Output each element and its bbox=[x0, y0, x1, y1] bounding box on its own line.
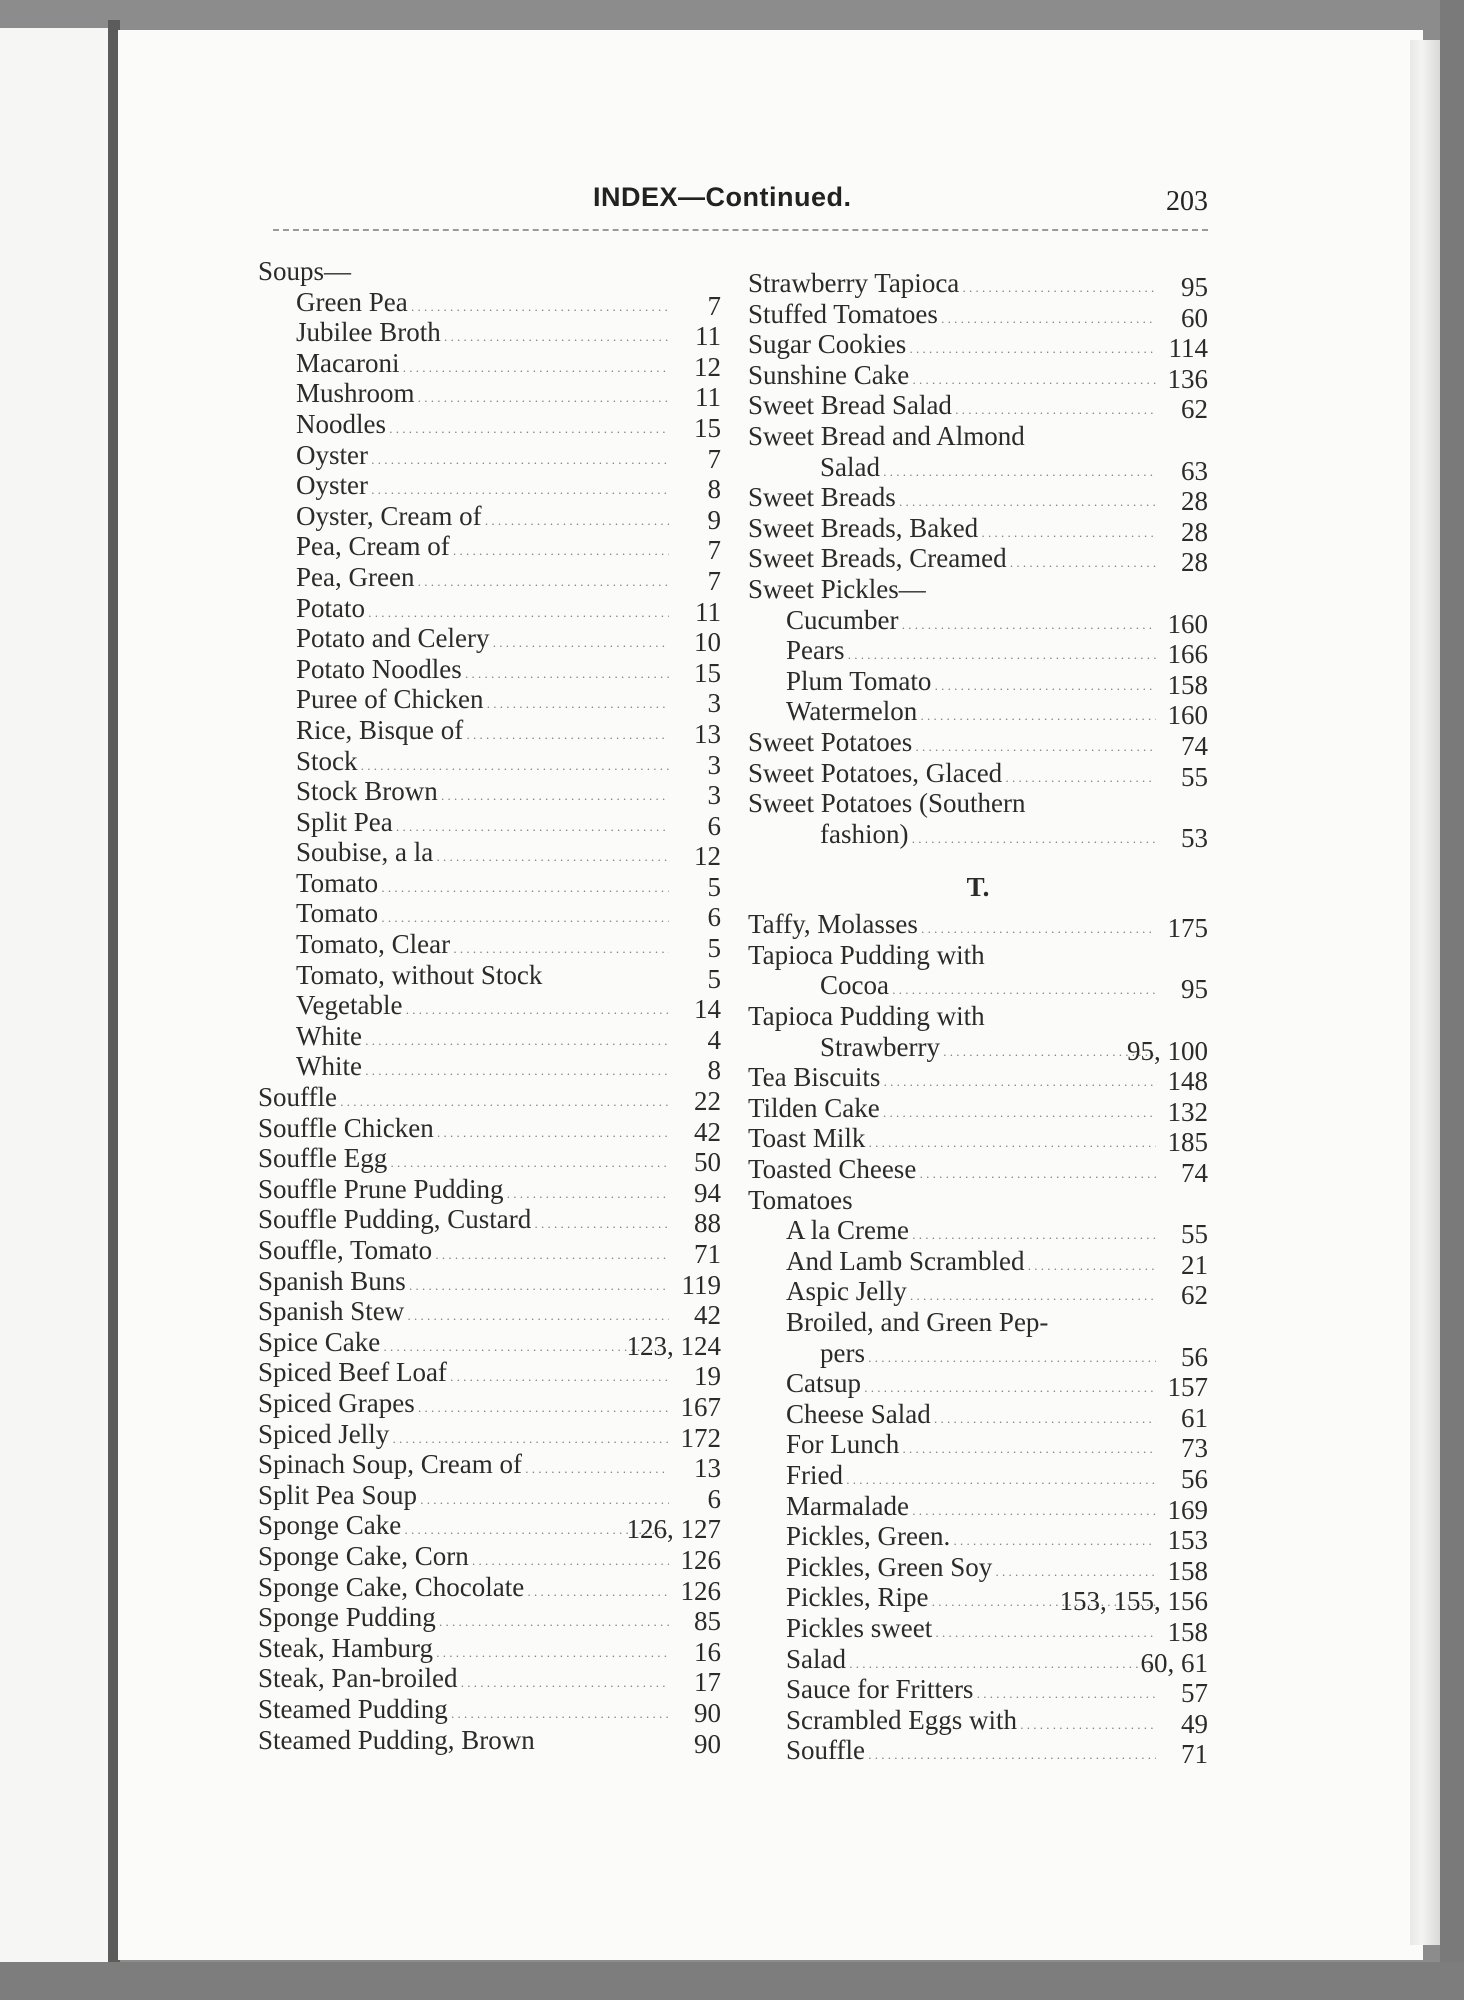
entry-label: Strawberry Tapioca . . . bbox=[748, 268, 1156, 304]
entry-pages: 169 bbox=[1167, 1494, 1208, 1525]
index-entry bbox=[258, 745, 721, 780]
entry-pages: 4 bbox=[707, 1024, 721, 1055]
index-entry bbox=[258, 1571, 721, 1606]
index-entry bbox=[748, 940, 1208, 971]
index-entry bbox=[748, 1429, 1208, 1464]
index-entry bbox=[258, 714, 721, 749]
entry-pages: 160 bbox=[1167, 700, 1208, 731]
index-entry bbox=[748, 451, 1208, 486]
index-entry bbox=[748, 726, 1208, 761]
entry-pages: 158 bbox=[1167, 669, 1208, 700]
entry-pages: 49 bbox=[1181, 1708, 1208, 1739]
entry-label: Cocoa . . . bbox=[820, 970, 1156, 1006]
entry-label: Spinach Soup, Cream of . . . bbox=[258, 1449, 669, 1485]
entry-label: Watermelon . . . bbox=[786, 696, 1156, 732]
entry-label: Pickles, Ripe . . . bbox=[786, 1582, 1156, 1618]
index-entry bbox=[748, 1674, 1208, 1709]
entry-pages: 57 bbox=[1181, 1678, 1208, 1709]
entry-label: Macaroni . . . bbox=[296, 348, 669, 384]
entry-label: Spanish Buns . . . bbox=[258, 1266, 669, 1302]
entry-pages: 61 bbox=[1181, 1402, 1208, 1433]
index-entry bbox=[748, 1490, 1208, 1525]
entry-pages: 62 bbox=[1181, 1280, 1208, 1311]
entry-pages: 16 bbox=[694, 1636, 721, 1667]
entry-label: Split Pea . . . bbox=[296, 807, 669, 843]
index-entry bbox=[748, 818, 1208, 853]
index-entry bbox=[258, 959, 721, 994]
index-entry bbox=[748, 574, 1208, 605]
index-entry bbox=[748, 1459, 1208, 1494]
index-entry bbox=[258, 1020, 721, 1055]
index-entry bbox=[748, 268, 1208, 302]
entry-label: Puree of Chicken . . . bbox=[296, 684, 669, 720]
entry-pages: 153, 155, 156 bbox=[1059, 1586, 1208, 1617]
entry-pages: 95 bbox=[1181, 974, 1208, 1005]
scan-border-right bbox=[1440, 0, 1464, 2000]
index-entry bbox=[258, 1449, 721, 1484]
entry-pages: 3 bbox=[707, 780, 721, 811]
entry-label: Sugar Cookies . . . bbox=[748, 329, 1156, 365]
index-entry bbox=[258, 1326, 721, 1361]
entry-label: Steak, Pan-broiled . . . bbox=[258, 1663, 669, 1699]
index-entry bbox=[258, 1479, 721, 1514]
index-entry bbox=[258, 256, 721, 287]
entry-pages: 60 bbox=[1181, 302, 1208, 333]
index-entry bbox=[258, 500, 721, 535]
entry-pages: 6 bbox=[707, 902, 721, 933]
entry-label: Sweet Breads, Baked . . . bbox=[748, 513, 1156, 549]
index-entry bbox=[748, 1031, 1208, 1066]
index-entry bbox=[748, 1612, 1208, 1647]
entry-pages: 148 bbox=[1167, 1066, 1208, 1097]
entry-label: Tomato, without Stock bbox=[296, 959, 543, 990]
entry-pages: 88 bbox=[694, 1208, 721, 1239]
entry-label: Oyster, Cream of . . . bbox=[296, 501, 669, 537]
entry-pages: 13 bbox=[694, 1453, 721, 1484]
entry-label: Catsup . . . bbox=[786, 1368, 1156, 1404]
index-entry bbox=[748, 482, 1208, 517]
entry-label: Sponge Cake, Corn . . . bbox=[258, 1541, 669, 1577]
entry-pages: 9 bbox=[707, 504, 721, 535]
index-entry bbox=[258, 317, 721, 352]
entry-label: Salad . . . bbox=[820, 452, 1156, 488]
index-entry bbox=[258, 1357, 721, 1392]
entry-label: Plum Tomato . . . bbox=[786, 666, 1156, 702]
index-entry bbox=[258, 592, 721, 627]
entry-label: Strawberry . . . bbox=[820, 1032, 1156, 1068]
index-entry bbox=[748, 696, 1208, 731]
entry-label: Toasted Cheese . . . bbox=[748, 1154, 1156, 1190]
entry-pages: 160 bbox=[1167, 608, 1208, 639]
index-entry bbox=[748, 635, 1208, 670]
entry-pages: 74 bbox=[1181, 1158, 1208, 1189]
entry-pages: 6 bbox=[707, 810, 721, 841]
entry-pages: 71 bbox=[1181, 1739, 1208, 1770]
entry-pages: 53 bbox=[1181, 822, 1208, 853]
entry-label: Tapioca Pudding with bbox=[748, 1001, 985, 1032]
entry-label: Toast Milk . . . bbox=[748, 1123, 1156, 1159]
entry-pages: 60, 61 bbox=[1140, 1647, 1208, 1678]
entry-pages: 8 bbox=[707, 1055, 721, 1086]
entry-pages: 153 bbox=[1167, 1525, 1208, 1556]
entry-label: Mushroom . . . bbox=[296, 378, 669, 414]
index-entry bbox=[258, 1235, 721, 1269]
entry-label: Stock Brown . . . bbox=[296, 776, 669, 812]
entry-pages: 166 bbox=[1167, 639, 1208, 670]
entry-label: Sweet Bread and Almond bbox=[748, 420, 1025, 451]
entry-label: Steamed Pudding, Brown bbox=[258, 1724, 535, 1755]
index-entry bbox=[748, 1337, 1208, 1372]
entry-label: Sweet Potatoes, Glaced . . . bbox=[748, 758, 1156, 794]
index-entry bbox=[258, 867, 721, 902]
entry-pages: 3 bbox=[707, 749, 721, 780]
entry-pages: 158 bbox=[1167, 1555, 1208, 1586]
entry-pages: 13 bbox=[694, 718, 721, 749]
entry-label: Fried . . . bbox=[786, 1460, 1156, 1496]
entry-pages: 11 bbox=[695, 596, 721, 627]
index-section-s bbox=[748, 268, 1208, 853]
index-entry bbox=[258, 408, 721, 443]
index-entry bbox=[748, 1123, 1208, 1158]
entry-pages: 10 bbox=[694, 627, 721, 658]
entry-label: Tilden Cake . . . bbox=[748, 1093, 1156, 1129]
entry-label: Sweet Potatoes (Southern bbox=[748, 788, 1026, 819]
entry-pages: 17 bbox=[694, 1667, 721, 1698]
entry-pages: 11 bbox=[695, 382, 721, 413]
entry-label: Souffle Prune Pudding . . . bbox=[258, 1174, 669, 1210]
entry-pages: 63 bbox=[1181, 455, 1208, 486]
index-entry bbox=[258, 1540, 721, 1575]
entry-pages: 62 bbox=[1181, 394, 1208, 425]
entry-label: Pea, Cream of . . . bbox=[296, 531, 669, 567]
index-entry bbox=[258, 1724, 721, 1759]
index-entry bbox=[258, 1663, 721, 1698]
entry-pages: 5 bbox=[707, 933, 721, 964]
entry-pages: 126 bbox=[680, 1575, 721, 1606]
index-entry bbox=[258, 776, 721, 811]
header-rule bbox=[273, 229, 1208, 231]
index-entry bbox=[258, 1418, 721, 1453]
entry-label: Tapioca Pudding with bbox=[748, 939, 985, 970]
entry-label: White . . . bbox=[296, 1021, 669, 1057]
entry-label: Aspic Jelly . . . bbox=[786, 1276, 1156, 1312]
entry-label: Pickles, Green. . . . bbox=[786, 1521, 1156, 1557]
entry-label: Tomato, Clear . . . bbox=[296, 929, 669, 965]
index-entry bbox=[258, 837, 721, 872]
entry-label: Oyster . . . bbox=[296, 470, 669, 506]
entry-pages: 123, 124 bbox=[626, 1330, 721, 1361]
entry-label: Sweet Pickles— bbox=[748, 573, 926, 604]
index-entry bbox=[748, 298, 1208, 333]
entry-pages: 28 bbox=[1181, 486, 1208, 517]
entry-pages: 7 bbox=[707, 443, 721, 474]
entry-pages: 42 bbox=[694, 1116, 721, 1147]
entry-pages: 132 bbox=[1167, 1096, 1208, 1127]
index-entry bbox=[748, 1245, 1208, 1280]
entry-label: Souffle Egg . . . bbox=[258, 1143, 669, 1179]
entry-label: Pickles, Green Soy . . . bbox=[786, 1552, 1156, 1588]
entry-pages: 42 bbox=[694, 1300, 721, 1331]
index-entry bbox=[748, 1735, 1208, 1770]
entry-pages: 28 bbox=[1181, 547, 1208, 578]
index-entry bbox=[748, 1582, 1208, 1617]
entry-pages: 55 bbox=[1181, 1219, 1208, 1250]
entry-pages: 28 bbox=[1181, 516, 1208, 547]
index-entry bbox=[258, 1510, 721, 1545]
entry-label: Oyster . . . bbox=[296, 440, 669, 476]
entry-pages: 95, 100 bbox=[1127, 1035, 1208, 1066]
index-entry bbox=[258, 1693, 721, 1728]
index-entry bbox=[258, 1082, 721, 1117]
index-entry bbox=[748, 390, 1208, 425]
entry-pages: 119 bbox=[681, 1269, 721, 1300]
entry-pages: 19 bbox=[694, 1361, 721, 1392]
entry-pages: 15 bbox=[694, 412, 721, 443]
index-entry bbox=[258, 1112, 721, 1147]
entry-label: Rice, Bisque of . . . bbox=[296, 715, 669, 751]
index-entry bbox=[748, 1185, 1208, 1216]
entry-pages: 56 bbox=[1181, 1463, 1208, 1494]
entry-pages: 12 bbox=[694, 841, 721, 872]
entry-label: Sweet Breads . . . bbox=[748, 482, 1156, 518]
entry-pages: 15 bbox=[694, 657, 721, 688]
entry-pages: 6 bbox=[707, 1483, 721, 1514]
entry-label: Marmalade . . . bbox=[786, 1491, 1156, 1527]
entry-label: Spiced Beef Loaf . . . bbox=[258, 1357, 669, 1393]
entry-pages: 11 bbox=[695, 321, 721, 352]
index-entry bbox=[258, 684, 721, 719]
entry-label: Souffle Pudding, Custard . . . bbox=[258, 1204, 669, 1240]
entry-pages: 3 bbox=[707, 688, 721, 719]
index-entry bbox=[748, 1062, 1208, 1097]
entry-label: White . . . bbox=[296, 1051, 669, 1087]
index-entry bbox=[748, 329, 1208, 364]
index-column-left bbox=[258, 256, 721, 1759]
index-entry bbox=[258, 286, 721, 321]
index-entry bbox=[748, 1001, 1208, 1032]
index-entry bbox=[258, 990, 721, 1025]
entry-pages: 74 bbox=[1181, 730, 1208, 761]
entry-label: Spiced Jelly . . . bbox=[258, 1419, 669, 1455]
entry-label: Split Pea Soup . . . bbox=[258, 1480, 669, 1516]
index-entry bbox=[258, 561, 721, 596]
index-entry bbox=[748, 1521, 1208, 1556]
index-entry bbox=[258, 378, 721, 413]
page-number: 203 bbox=[1166, 186, 1208, 217]
entry-label: Broiled, and Green Pep- bbox=[786, 1307, 1049, 1337]
entry-label: Tomatoes bbox=[748, 1184, 853, 1215]
entry-label: Green Pea . . . bbox=[296, 287, 669, 323]
index-entry bbox=[748, 1368, 1208, 1403]
entry-label: Taffy, Molasses . . . bbox=[748, 909, 1156, 945]
entry-label: Soups— bbox=[258, 256, 352, 286]
entry-label: Tomato . . . bbox=[296, 898, 669, 934]
index-entry bbox=[748, 909, 1208, 944]
entry-pages: 136 bbox=[1167, 363, 1208, 394]
index-entry bbox=[748, 359, 1208, 394]
index-entry bbox=[258, 806, 721, 841]
index-entry bbox=[748, 543, 1208, 578]
index-entry bbox=[748, 1551, 1208, 1586]
entry-label: Sunshine Cake . . . bbox=[748, 360, 1156, 396]
index-entry bbox=[748, 1092, 1208, 1127]
entry-label: Souffle, Tomato . . . bbox=[258, 1235, 669, 1271]
entry-label: Stock . . . bbox=[296, 746, 669, 782]
page-header bbox=[273, 182, 1208, 230]
entry-label: Scrambled Eggs with . . . bbox=[786, 1705, 1156, 1741]
entry-label: Potato and Celery . . . bbox=[296, 623, 669, 659]
index-entry bbox=[258, 1265, 721, 1300]
entry-pages: 7 bbox=[707, 535, 721, 566]
entry-pages: 175 bbox=[1167, 913, 1208, 944]
entry-pages: 185 bbox=[1167, 1127, 1208, 1158]
index-entry bbox=[258, 1296, 721, 1331]
entry-pages: 55 bbox=[1181, 761, 1208, 792]
entry-label: Sauce for Fritters . . . bbox=[786, 1674, 1156, 1710]
section-letter-t: T. bbox=[966, 872, 990, 903]
entry-pages: 90 bbox=[694, 1697, 721, 1728]
entry-pages: 158 bbox=[1167, 1616, 1208, 1647]
entry-label: Sponge Cake, Chocolate . . . bbox=[258, 1572, 669, 1608]
entry-label: Cucumber . . . bbox=[786, 605, 1156, 641]
index-entry bbox=[748, 1307, 1208, 1338]
entry-label: Sponge Cake . . . bbox=[258, 1510, 669, 1546]
entry-pages: 126 bbox=[680, 1544, 721, 1575]
entry-label: Souffle Chicken . . . bbox=[258, 1113, 669, 1149]
entry-pages: 7 bbox=[707, 565, 721, 596]
entry-label: Souffle . . . bbox=[786, 1735, 1156, 1771]
index-entry bbox=[748, 1276, 1208, 1311]
index-entry bbox=[258, 1143, 721, 1178]
entry-pages: 94 bbox=[694, 1177, 721, 1208]
entry-pages: 114 bbox=[1168, 333, 1208, 364]
index-entry bbox=[748, 512, 1208, 547]
index-entry bbox=[258, 929, 721, 964]
entry-pages: 167 bbox=[680, 1391, 721, 1422]
index-entry bbox=[258, 1632, 721, 1667]
entry-label: Salad . . . bbox=[786, 1644, 1156, 1680]
entry-label: Spanish Stew . . . bbox=[258, 1296, 669, 1332]
index-entry bbox=[748, 970, 1208, 1005]
entry-pages: 8 bbox=[707, 474, 721, 505]
index-column-right bbox=[748, 268, 1208, 1770]
index-entry bbox=[258, 1387, 721, 1422]
index-entry bbox=[748, 757, 1208, 792]
index-entry bbox=[748, 1215, 1208, 1250]
entry-label: Steak, Hamburg . . . bbox=[258, 1633, 669, 1669]
entry-label: Stuffed Tomatoes . . . bbox=[748, 299, 1156, 335]
entry-label: Pickles sweet . . . bbox=[786, 1613, 1156, 1649]
index-entry bbox=[258, 347, 721, 382]
entry-pages: 7 bbox=[707, 290, 721, 321]
entry-label: Pears . . . bbox=[786, 635, 1156, 671]
entry-pages: 90 bbox=[694, 1728, 721, 1759]
index-entry bbox=[748, 1398, 1208, 1433]
entry-pages: 14 bbox=[694, 994, 721, 1025]
entry-pages: 21 bbox=[1181, 1249, 1208, 1280]
entry-label: Noodles . . . bbox=[296, 409, 669, 445]
entry-pages: 85 bbox=[694, 1606, 721, 1637]
entry-label: Pea, Green . . . bbox=[296, 562, 669, 598]
entry-pages: 12 bbox=[694, 351, 721, 382]
left-page-edge bbox=[0, 28, 111, 1963]
scan-border-bottom bbox=[0, 1962, 1464, 2000]
index-entry bbox=[258, 898, 721, 933]
entry-pages: 5 bbox=[707, 871, 721, 902]
entry-label: And Lamb Scrambled . . . bbox=[786, 1246, 1156, 1282]
index-entry bbox=[258, 623, 721, 658]
entry-label: Potato Noodles . . . bbox=[296, 654, 669, 690]
index-section-t bbox=[748, 909, 1208, 1770]
entry-label: Cheese Salad . . . bbox=[786, 1399, 1156, 1435]
entry-label: Sweet Bread Salad . . . bbox=[748, 390, 1156, 426]
entry-pages: 157 bbox=[1167, 1372, 1208, 1403]
index-entry bbox=[748, 1643, 1208, 1678]
index-entry bbox=[258, 531, 721, 566]
entry-label: Tomato . . . bbox=[296, 868, 669, 904]
index-entry bbox=[748, 665, 1208, 700]
entry-pages: 95 bbox=[1181, 272, 1208, 302]
entry-pages: 50 bbox=[694, 1147, 721, 1178]
entry-pages: 71 bbox=[694, 1239, 721, 1269]
index-entry bbox=[258, 1602, 721, 1637]
entry-pages: 73 bbox=[1181, 1433, 1208, 1464]
index-entry bbox=[748, 421, 1208, 452]
entry-label: Soubise, a la . . . bbox=[296, 837, 669, 873]
entry-label: pers . . . bbox=[820, 1338, 1156, 1374]
entry-label: Jubilee Broth . . . bbox=[296, 317, 669, 353]
entry-label: Tea Biscuits . . . bbox=[748, 1062, 1156, 1098]
index-entry bbox=[258, 653, 721, 688]
entry-pages: 172 bbox=[680, 1422, 721, 1453]
entry-label: A la Creme . . . bbox=[786, 1215, 1156, 1251]
entry-pages: 5 bbox=[707, 963, 721, 994]
index-entry bbox=[748, 788, 1208, 819]
page-fore-edge bbox=[1410, 40, 1440, 1945]
entry-label: fashion) . . . bbox=[820, 819, 1156, 855]
entry-label: Spiced Grapes . . . bbox=[258, 1388, 669, 1424]
running-title: INDEX—Continued. bbox=[593, 182, 852, 212]
index-entry bbox=[258, 1204, 721, 1239]
entry-pages: 22 bbox=[694, 1086, 721, 1117]
entry-label: Souffle . . . bbox=[258, 1082, 669, 1118]
entry-label: Vegetable . . . bbox=[296, 990, 669, 1026]
entry-label: For Lunch . . . bbox=[786, 1429, 1156, 1465]
index-entry bbox=[748, 1704, 1208, 1739]
index-entry bbox=[258, 439, 721, 474]
entry-label: Sweet Breads, Creamed . . . bbox=[748, 543, 1156, 579]
entry-pages: 126, 127 bbox=[626, 1514, 721, 1545]
entry-label: Steamed Pudding . . . bbox=[258, 1694, 669, 1730]
index-entry bbox=[748, 1154, 1208, 1189]
entry-label: Spice Cake . . . bbox=[258, 1327, 669, 1363]
index-entry bbox=[748, 604, 1208, 639]
entry-label: Sweet Potatoes . . . bbox=[748, 727, 1156, 763]
entry-label: Sponge Pudding . . . bbox=[258, 1602, 669, 1638]
index-entry bbox=[258, 1051, 721, 1086]
entry-label: Potato . . . bbox=[296, 593, 669, 629]
index-entry bbox=[258, 470, 721, 505]
index-entry bbox=[258, 1173, 721, 1208]
entry-pages: 56 bbox=[1181, 1341, 1208, 1372]
